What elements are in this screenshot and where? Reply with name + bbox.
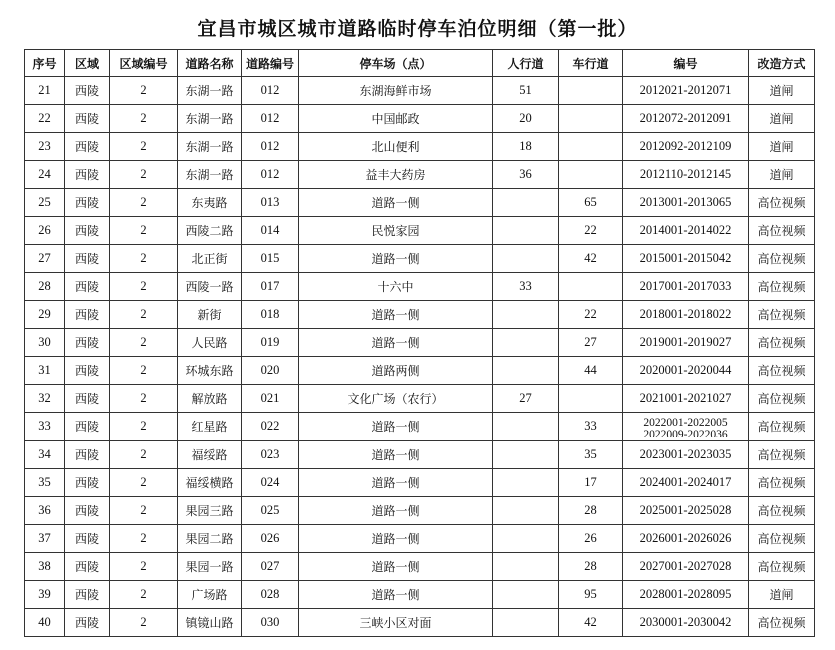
col-lot-header: 停车场（点） bbox=[299, 50, 493, 77]
cell-number: 2026001-2026026 bbox=[623, 525, 749, 553]
cell-area: 西陵 bbox=[65, 441, 110, 469]
cell-number: 2013001-2013065 bbox=[623, 189, 749, 217]
cell-number: 2014001-2014022 bbox=[623, 217, 749, 245]
cell-lane bbox=[559, 77, 623, 105]
col-lane-header: 车行道 bbox=[559, 50, 623, 77]
cell-lane: 35 bbox=[559, 441, 623, 469]
cell-area-code: 2 bbox=[110, 469, 178, 497]
cell-sidewalk bbox=[493, 217, 559, 245]
cell-method: 道闸 bbox=[749, 161, 815, 189]
cell-lane: 42 bbox=[559, 609, 623, 637]
cell-road-code: 024 bbox=[242, 469, 299, 497]
cell-area-code: 2 bbox=[110, 385, 178, 413]
cell-road-code: 018 bbox=[242, 301, 299, 329]
table-row bbox=[25, 525, 815, 553]
cell-area: 西陵 bbox=[65, 133, 110, 161]
cell-seq: 33 bbox=[25, 413, 65, 441]
cell-road-code: 028 bbox=[242, 581, 299, 609]
cell-seq: 35 bbox=[25, 469, 65, 497]
number-range-2: 2022009-2022036 bbox=[643, 428, 728, 437]
table-row bbox=[25, 161, 815, 189]
cell-lane bbox=[559, 273, 623, 301]
cell-road-code: 023 bbox=[242, 441, 299, 469]
cell-number: 2023001-2023035 bbox=[623, 441, 749, 469]
cell-number: 2012072-2012091 bbox=[623, 105, 749, 133]
cell-number: 2017001-2017033 bbox=[623, 273, 749, 301]
cell-method: 高位视频 bbox=[749, 469, 815, 497]
cell-lane: 22 bbox=[559, 301, 623, 329]
table-row bbox=[25, 245, 815, 273]
cell-seq: 38 bbox=[25, 553, 65, 581]
cell-lot: 三峡小区对面 bbox=[299, 609, 493, 637]
cell-road-code: 027 bbox=[242, 553, 299, 581]
cell-road: 广场路 bbox=[178, 581, 242, 609]
cell-road: 果园一路 bbox=[178, 553, 242, 581]
cell-sidewalk bbox=[493, 329, 559, 357]
cell-area: 西陵 bbox=[65, 497, 110, 525]
cell-number: 2028001-2028095 bbox=[623, 581, 749, 609]
cell-sidewalk bbox=[493, 189, 559, 217]
cell-seq: 29 bbox=[25, 301, 65, 329]
cell-sidewalk bbox=[493, 497, 559, 525]
cell-road: 果园三路 bbox=[178, 497, 242, 525]
cell-method: 道闸 bbox=[749, 77, 815, 105]
cell-method: 高位视频 bbox=[749, 189, 815, 217]
cell-lot: 益丰大药房 bbox=[299, 161, 493, 189]
cell-method: 道闸 bbox=[749, 105, 815, 133]
cell-area-code: 2 bbox=[110, 301, 178, 329]
table-row bbox=[25, 329, 815, 357]
cell-number: 2012021-2012071 bbox=[623, 77, 749, 105]
cell-seq: 40 bbox=[25, 609, 65, 637]
cell-lane: 28 bbox=[559, 497, 623, 525]
cell-road: 东湖一路 bbox=[178, 77, 242, 105]
cell-method: 高位视频 bbox=[749, 413, 815, 441]
cell-lot: 道路两侧 bbox=[299, 357, 493, 385]
parking-table bbox=[24, 49, 815, 637]
cell-road-code: 013 bbox=[242, 189, 299, 217]
cell-road: 新街 bbox=[178, 301, 242, 329]
cell-seq: 34 bbox=[25, 441, 65, 469]
cell-road: 东夷路 bbox=[178, 189, 242, 217]
cell-seq: 23 bbox=[25, 133, 65, 161]
cell-area: 西陵 bbox=[65, 245, 110, 273]
cell-road: 解放路 bbox=[178, 385, 242, 413]
cell-number: 2025001-2025028 bbox=[623, 497, 749, 525]
cell-seq: 27 bbox=[25, 245, 65, 273]
cell-area-code: 2 bbox=[110, 105, 178, 133]
cell-sidewalk: 33 bbox=[493, 273, 559, 301]
table-row bbox=[25, 357, 815, 385]
cell-road-code: 015 bbox=[242, 245, 299, 273]
cell-lane: 33 bbox=[559, 413, 623, 441]
cell-area-code: 2 bbox=[110, 133, 178, 161]
cell-lot: 东湖海鲜市场 bbox=[299, 77, 493, 105]
cell-lane: 22 bbox=[559, 217, 623, 245]
table-row bbox=[25, 189, 815, 217]
cell-road-code: 022 bbox=[242, 413, 299, 441]
cell-sidewalk bbox=[493, 553, 559, 581]
cell-number: 2027001-2027028 bbox=[623, 553, 749, 581]
table-row bbox=[25, 497, 815, 525]
table-row bbox=[25, 609, 815, 637]
col-number-header: 编号 bbox=[623, 50, 749, 77]
col-area-header: 区域 bbox=[65, 50, 110, 77]
cell-sidewalk: 18 bbox=[493, 133, 559, 161]
cell-sidewalk: 51 bbox=[493, 77, 559, 105]
cell-number: 2024001-2024017 bbox=[623, 469, 749, 497]
cell-lane bbox=[559, 161, 623, 189]
table-row bbox=[25, 273, 815, 301]
cell-number bbox=[623, 413, 749, 441]
cell-area-code: 2 bbox=[110, 217, 178, 245]
cell-area-code: 2 bbox=[110, 329, 178, 357]
table-body bbox=[25, 77, 815, 637]
cell-sidewalk: 36 bbox=[493, 161, 559, 189]
cell-road: 人民路 bbox=[178, 329, 242, 357]
col-seq-header: 序号 bbox=[25, 50, 65, 77]
cell-lot: 道路一侧 bbox=[299, 329, 493, 357]
cell-road-code: 026 bbox=[242, 525, 299, 553]
cell-sidewalk bbox=[493, 525, 559, 553]
cell-sidewalk bbox=[493, 581, 559, 609]
cell-lot: 道路一侧 bbox=[299, 497, 493, 525]
cell-sidewalk bbox=[493, 469, 559, 497]
cell-area: 西陵 bbox=[65, 105, 110, 133]
cell-seq: 21 bbox=[25, 77, 65, 105]
table-row bbox=[25, 413, 815, 441]
cell-area: 西陵 bbox=[65, 385, 110, 413]
cell-lot: 中国邮政 bbox=[299, 105, 493, 133]
cell-area: 西陵 bbox=[65, 581, 110, 609]
cell-seq: 31 bbox=[25, 357, 65, 385]
cell-lot: 道路一侧 bbox=[299, 245, 493, 273]
table-row bbox=[25, 301, 815, 329]
cell-lane: 65 bbox=[559, 189, 623, 217]
cell-seq: 32 bbox=[25, 385, 65, 413]
cell-lot: 民悦家园 bbox=[299, 217, 493, 245]
cell-seq: 24 bbox=[25, 161, 65, 189]
table-row bbox=[25, 581, 815, 609]
cell-lane: 28 bbox=[559, 553, 623, 581]
cell-lane: 27 bbox=[559, 329, 623, 357]
cell-lot: 道路一侧 bbox=[299, 189, 493, 217]
cell-sidewalk bbox=[493, 441, 559, 469]
cell-sidewalk bbox=[493, 245, 559, 273]
table-row bbox=[25, 553, 815, 581]
cell-number: 2019001-2019027 bbox=[623, 329, 749, 357]
table-row bbox=[25, 441, 815, 469]
cell-road-code: 025 bbox=[242, 497, 299, 525]
cell-road: 福绥横路 bbox=[178, 469, 242, 497]
cell-road-code: 017 bbox=[242, 273, 299, 301]
cell-road: 东湖一路 bbox=[178, 133, 242, 161]
col-road-code-header: 道路编号 bbox=[242, 50, 299, 77]
cell-lot: 文化广场（农行） bbox=[299, 385, 493, 413]
cell-seq: 37 bbox=[25, 525, 65, 553]
cell-number: 2020001-2020044 bbox=[623, 357, 749, 385]
cell-area: 西陵 bbox=[65, 413, 110, 441]
cell-road: 东湖一路 bbox=[178, 161, 242, 189]
cell-road: 福绥路 bbox=[178, 441, 242, 469]
cell-lane: 26 bbox=[559, 525, 623, 553]
cell-area: 西陵 bbox=[65, 329, 110, 357]
cell-lot: 十六中 bbox=[299, 273, 493, 301]
cell-number: 2015001-2015042 bbox=[623, 245, 749, 273]
table-row bbox=[25, 217, 815, 245]
cell-area-code: 2 bbox=[110, 413, 178, 441]
cell-lane: 95 bbox=[559, 581, 623, 609]
cell-road-code: 012 bbox=[242, 105, 299, 133]
cell-lot: 道路一侧 bbox=[299, 525, 493, 553]
cell-seq: 25 bbox=[25, 189, 65, 217]
cell-sidewalk bbox=[493, 609, 559, 637]
table-row bbox=[25, 385, 815, 413]
cell-lot: 道路一侧 bbox=[299, 553, 493, 581]
cell-area: 西陵 bbox=[65, 525, 110, 553]
cell-seq: 39 bbox=[25, 581, 65, 609]
cell-method: 高位视频 bbox=[749, 497, 815, 525]
cell-number: 2018001-2018022 bbox=[623, 301, 749, 329]
cell-road-code: 014 bbox=[242, 217, 299, 245]
header-row bbox=[25, 50, 815, 77]
page-title: 宜昌市城区城市道路临时停车泊位明细（第一批） bbox=[197, 18, 638, 40]
cell-seq: 28 bbox=[25, 273, 65, 301]
cell-road-code: 021 bbox=[242, 385, 299, 413]
cell-number: 2012092-2012109 bbox=[623, 133, 749, 161]
cell-area: 西陵 bbox=[65, 273, 110, 301]
cell-number: 2021001-2021027 bbox=[623, 385, 749, 413]
cell-seq: 36 bbox=[25, 497, 65, 525]
cell-road: 果园二路 bbox=[178, 525, 242, 553]
cell-area-code: 2 bbox=[110, 77, 178, 105]
cell-lane bbox=[559, 105, 623, 133]
cell-sidewalk bbox=[493, 413, 559, 441]
cell-area-code: 2 bbox=[110, 441, 178, 469]
cell-road-code: 030 bbox=[242, 609, 299, 637]
cell-area-code: 2 bbox=[110, 581, 178, 609]
cell-road: 东湖一路 bbox=[178, 105, 242, 133]
cell-road: 环城东路 bbox=[178, 357, 242, 385]
cell-seq: 30 bbox=[25, 329, 65, 357]
cell-lot: 道路一侧 bbox=[299, 469, 493, 497]
cell-road-code: 012 bbox=[242, 161, 299, 189]
cell-road-code: 019 bbox=[242, 329, 299, 357]
cell-area: 西陵 bbox=[65, 77, 110, 105]
cell-lane bbox=[559, 133, 623, 161]
cell-method: 高位视频 bbox=[749, 553, 815, 581]
cell-area: 西陵 bbox=[65, 553, 110, 581]
table-row bbox=[25, 105, 815, 133]
cell-lot: 道路一侧 bbox=[299, 413, 493, 441]
cell-area: 西陵 bbox=[65, 357, 110, 385]
cell-lane bbox=[559, 385, 623, 413]
cell-area-code: 2 bbox=[110, 273, 178, 301]
table-row bbox=[25, 133, 815, 161]
cell-area-code: 2 bbox=[110, 609, 178, 637]
cell-seq: 22 bbox=[25, 105, 65, 133]
cell-road: 西陵二路 bbox=[178, 217, 242, 245]
cell-method: 高位视频 bbox=[749, 441, 815, 469]
cell-road-code: 012 bbox=[242, 133, 299, 161]
table-row bbox=[25, 77, 815, 105]
cell-area-code: 2 bbox=[110, 357, 178, 385]
col-road-header: 道路名称 bbox=[178, 50, 242, 77]
cell-method: 高位视频 bbox=[749, 385, 815, 413]
cell-lane: 42 bbox=[559, 245, 623, 273]
number-range-1: 2022001-2022005 bbox=[643, 416, 728, 429]
cell-method: 高位视频 bbox=[749, 273, 815, 301]
cell-number: 2030001-2030042 bbox=[623, 609, 749, 637]
cell-lot: 道路一侧 bbox=[299, 581, 493, 609]
cell-method: 道闸 bbox=[749, 133, 815, 161]
cell-lot: 道路一侧 bbox=[299, 301, 493, 329]
cell-sidewalk: 27 bbox=[493, 385, 559, 413]
cell-method: 高位视频 bbox=[749, 357, 815, 385]
cell-method: 高位视频 bbox=[749, 609, 815, 637]
cell-area-code: 2 bbox=[110, 497, 178, 525]
cell-area-code: 2 bbox=[110, 245, 178, 273]
table-row bbox=[25, 469, 815, 497]
cell-number: 2012110-2012145 bbox=[623, 161, 749, 189]
cell-road-code: 020 bbox=[242, 357, 299, 385]
cell-area: 西陵 bbox=[65, 469, 110, 497]
cell-road: 红星路 bbox=[178, 413, 242, 441]
col-method-header: 改造方式 bbox=[749, 50, 815, 77]
cell-area: 西陵 bbox=[65, 161, 110, 189]
cell-area-code: 2 bbox=[110, 189, 178, 217]
cell-sidewalk: 20 bbox=[493, 105, 559, 133]
cell-road: 北正街 bbox=[178, 245, 242, 273]
col-area-code-header: 区域编号 bbox=[110, 50, 178, 77]
cell-sidewalk bbox=[493, 357, 559, 385]
cell-area-code: 2 bbox=[110, 525, 178, 553]
cell-lot: 道路一侧 bbox=[299, 441, 493, 469]
col-sidewalk-header: 人行道 bbox=[493, 50, 559, 77]
cell-area-code: 2 bbox=[110, 161, 178, 189]
cell-road-code: 012 bbox=[242, 77, 299, 105]
cell-method: 高位视频 bbox=[749, 301, 815, 329]
cell-method: 高位视频 bbox=[749, 329, 815, 357]
cell-area: 西陵 bbox=[65, 217, 110, 245]
cell-method: 高位视频 bbox=[749, 217, 815, 245]
table-header bbox=[25, 50, 815, 77]
cell-lot: 北山便利 bbox=[299, 133, 493, 161]
cell-road: 西陵一路 bbox=[178, 273, 242, 301]
cell-sidewalk bbox=[493, 301, 559, 329]
cell-road: 镇镜山路 bbox=[178, 609, 242, 637]
cell-area: 西陵 bbox=[65, 189, 110, 217]
cell-lane: 44 bbox=[559, 357, 623, 385]
cell-area: 西陵 bbox=[65, 609, 110, 637]
cell-seq: 26 bbox=[25, 217, 65, 245]
cell-method: 高位视频 bbox=[749, 525, 815, 553]
cell-area: 西陵 bbox=[65, 301, 110, 329]
cell-area-code: 2 bbox=[110, 553, 178, 581]
cell-method: 高位视频 bbox=[749, 245, 815, 273]
cell-method: 道闸 bbox=[749, 581, 815, 609]
cell-lane: 17 bbox=[559, 469, 623, 497]
